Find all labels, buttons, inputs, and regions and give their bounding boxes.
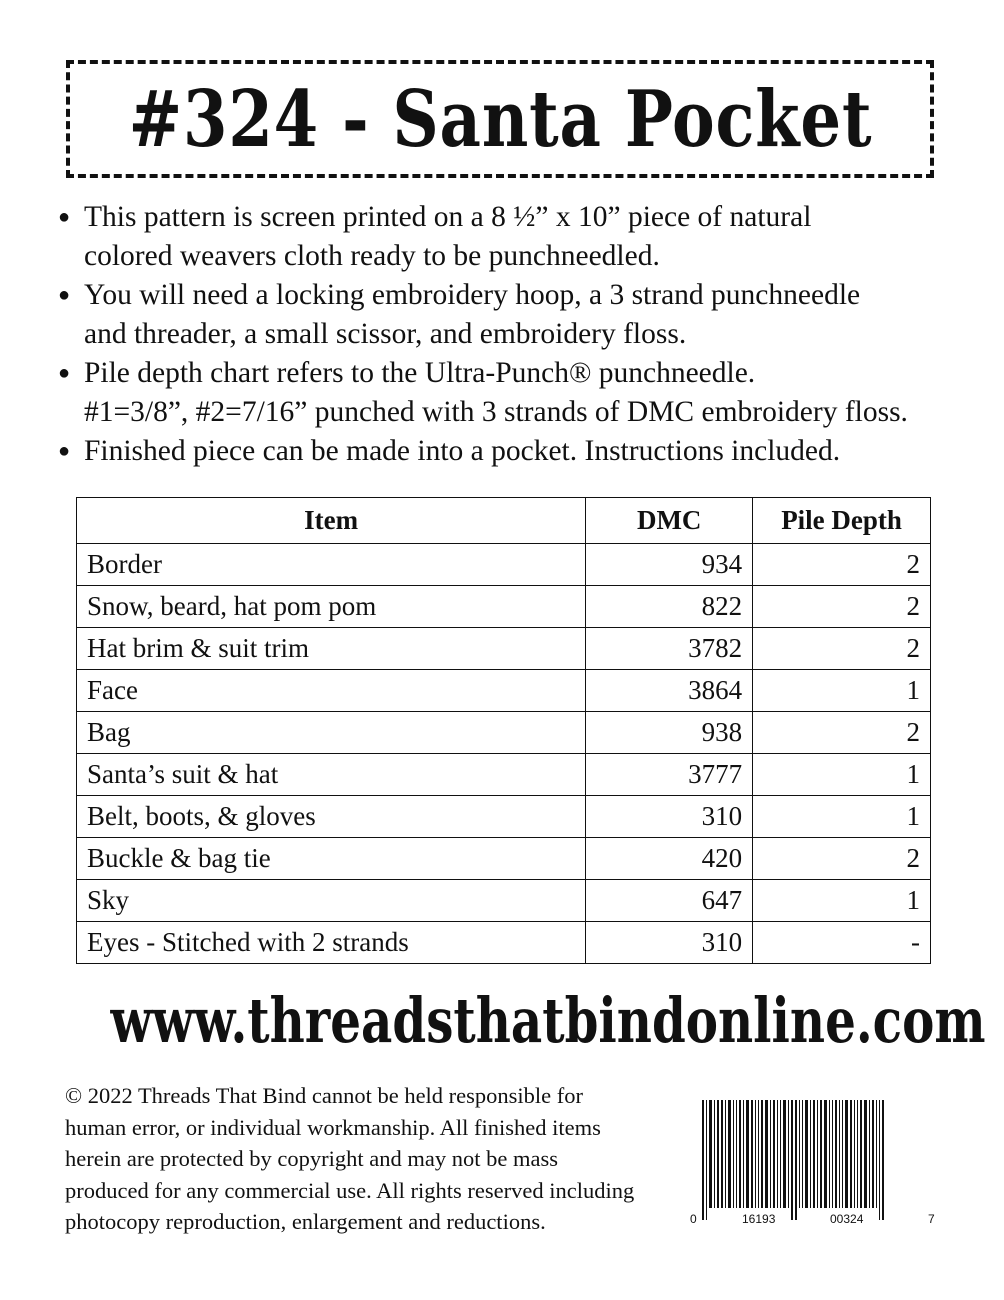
- barcode-left-digit: 0: [690, 1212, 697, 1226]
- barcode-bar: [733, 1100, 734, 1208]
- table-body: [77, 544, 931, 964]
- barcode-bar: [829, 1100, 830, 1208]
- copyright-line: produced for any commercial use. All rights reserved including: [65, 1177, 635, 1203]
- cell-dmc: 3777: [586, 754, 753, 796]
- barcode-bar: [805, 1100, 808, 1208]
- cell-dmc: 310: [586, 922, 753, 964]
- table-row: [77, 922, 931, 964]
- barcode-bar: [832, 1100, 833, 1208]
- cell-item: Eyes - Stitched with 2 strands: [77, 922, 586, 964]
- barcode-bars: [702, 1100, 926, 1220]
- header-item: Item: [77, 498, 586, 544]
- cell-item: Border: [77, 544, 586, 586]
- cell-item: Snow, beard, hat pom pom: [77, 586, 586, 628]
- barcode-bar: [850, 1100, 852, 1208]
- barcode-bar: [882, 1100, 884, 1220]
- barcode-bar: [860, 1100, 862, 1208]
- barcode-group-1: 16193: [742, 1212, 776, 1226]
- instruction-line: #1=3/8”, #2=7/16” punched with 3 strands of DMC embroidery floss.: [84, 396, 908, 428]
- barcode-bar: [813, 1100, 815, 1208]
- bullet-icon: ●: [58, 284, 71, 306]
- table-row: [77, 544, 931, 586]
- barcode-bar: [728, 1100, 731, 1208]
- instruction-line: Pile depth chart refers to the Ultra-Punch® punchneedle.: [84, 357, 756, 389]
- barcode-bar: [743, 1100, 744, 1208]
- barcode-bar: [810, 1100, 811, 1208]
- cell-item: Belt, boots, & gloves: [77, 796, 586, 838]
- cell-item: Face: [77, 670, 586, 712]
- barcode-bar: [869, 1100, 870, 1208]
- barcode-bar: [746, 1100, 749, 1208]
- instruction-line: colored weavers cloth ready to be punchneedled.: [84, 240, 660, 272]
- cell-item: Hat brim & suit trim: [77, 628, 586, 670]
- cell-pile: -: [753, 922, 931, 964]
- barcode-right-digit: 7: [928, 1212, 935, 1226]
- barcode-bar: [755, 1100, 756, 1208]
- bullet-icon: ●: [58, 440, 71, 462]
- instruction-line: This pattern is screen printed on a 8 ½” x 10” piece of natural: [84, 201, 812, 233]
- barcode-bar: [783, 1100, 786, 1208]
- barcode-group-2: 00324: [830, 1212, 864, 1226]
- barcode-bar: [854, 1100, 855, 1208]
- barcode-bar: [736, 1100, 737, 1208]
- header-pile-depth: Pile Depth: [753, 498, 931, 544]
- cell-pile: 1: [753, 796, 931, 838]
- barcode-bar: [780, 1100, 781, 1208]
- cell-item: Buckle & bag tie: [77, 838, 586, 880]
- cell-dmc: 822: [586, 586, 753, 628]
- barcode-bar: [795, 1100, 797, 1220]
- cell-pile: 2: [753, 712, 931, 754]
- table-row: [77, 712, 931, 754]
- cell-dmc: 934: [586, 544, 753, 586]
- barcode-bar: [839, 1100, 840, 1208]
- cell-item: Bag: [77, 712, 586, 754]
- cell-dmc: 647: [586, 880, 753, 922]
- table-row: [77, 838, 931, 880]
- barcode-bar: [857, 1100, 858, 1208]
- cell-dmc: 3782: [586, 628, 753, 670]
- title-box: [66, 60, 934, 178]
- bullet-icon: ●: [58, 362, 71, 384]
- barcode-bar: [706, 1100, 707, 1220]
- instruction-item: [58, 276, 958, 354]
- barcode-bar: [770, 1100, 771, 1208]
- barcode-bar: [725, 1100, 726, 1208]
- header-dmc: DMC: [586, 498, 753, 544]
- cell-pile: 1: [753, 754, 931, 796]
- barcode-bar: [799, 1100, 800, 1208]
- table-row: [77, 670, 931, 712]
- barcode-bar: [876, 1100, 877, 1208]
- barcode-bar: [791, 1100, 793, 1220]
- table-row: [77, 796, 931, 838]
- cell-dmc: 420: [586, 838, 753, 880]
- barcode-bar: [739, 1100, 741, 1208]
- barcode-bar: [709, 1100, 712, 1208]
- cell-dmc: 3864: [586, 670, 753, 712]
- barcode-bar: [824, 1100, 827, 1208]
- cell-item: Sky: [77, 880, 586, 922]
- thread-chart-table: [76, 497, 931, 964]
- copyright-line: herein are protected by copyright and may not be mass: [65, 1146, 558, 1171]
- barcode-bar: [714, 1100, 715, 1208]
- barcode-bar: [864, 1100, 867, 1208]
- table-row: [77, 880, 931, 922]
- barcode-bar: [879, 1100, 880, 1220]
- barcode-bar: [773, 1100, 775, 1208]
- cell-pile: 1: [753, 670, 931, 712]
- barcode-bar: [817, 1100, 818, 1208]
- table-header-row: [77, 498, 931, 544]
- cell-dmc: 310: [586, 796, 753, 838]
- cell-pile: 2: [753, 628, 931, 670]
- instruction-line: and threader, a small scissor, and embroidery floss.: [84, 318, 687, 350]
- barcode-bar: [820, 1100, 822, 1208]
- barcode-bar: [802, 1100, 803, 1208]
- instruction-item: [58, 354, 958, 432]
- table-row: [77, 628, 931, 670]
- cell-dmc: 938: [586, 712, 753, 754]
- barcode-bar: [721, 1100, 723, 1208]
- copyright-line: photocopy reproduction, enlargement and reductions.: [65, 1209, 546, 1234]
- barcode-bar: [751, 1100, 753, 1208]
- table-row: [77, 586, 931, 628]
- cell-pile: 2: [753, 586, 931, 628]
- instructions-list: [58, 198, 958, 471]
- page-title: #324 - Santa Pocket: [128, 73, 872, 165]
- table-row: [77, 754, 931, 796]
- copyright-notice: [65, 1080, 715, 1238]
- website-url[interactable]: www.threadsthatbindonline.com: [110, 984, 986, 1057]
- barcode-bar: [788, 1100, 789, 1208]
- barcode-bar: [765, 1100, 768, 1208]
- barcode-bar: [761, 1100, 763, 1208]
- barcode-bar: [702, 1100, 704, 1220]
- instruction-line: You will need a locking embroidery hoop, a 3 strand punchneedle: [84, 279, 861, 311]
- instruction-item: [58, 432, 958, 471]
- copyright-line: human error, or individual workmanship. All finished items: [65, 1114, 601, 1140]
- cell-item: Santa’s suit & hat: [77, 754, 586, 796]
- cell-pile: 2: [753, 838, 931, 880]
- instruction-line: Finished piece can be made into a pocket. Instructions included.: [84, 435, 841, 467]
- cell-pile: 2: [753, 544, 931, 586]
- barcode-bar: [845, 1100, 848, 1208]
- barcode-bar: [777, 1100, 778, 1208]
- copyright-line: © 2022 Threads That Bind cannot be held responsible for: [65, 1083, 584, 1108]
- barcode-bar: [758, 1100, 759, 1208]
- barcode: [688, 1100, 938, 1240]
- barcode-bar: [842, 1100, 843, 1208]
- instruction-item: [58, 198, 958, 276]
- barcode-bar: [872, 1100, 874, 1208]
- cell-pile: 1: [753, 880, 931, 922]
- barcode-bar: [835, 1100, 837, 1208]
- bullet-icon: ●: [58, 206, 71, 228]
- barcode-bar: [717, 1100, 719, 1208]
